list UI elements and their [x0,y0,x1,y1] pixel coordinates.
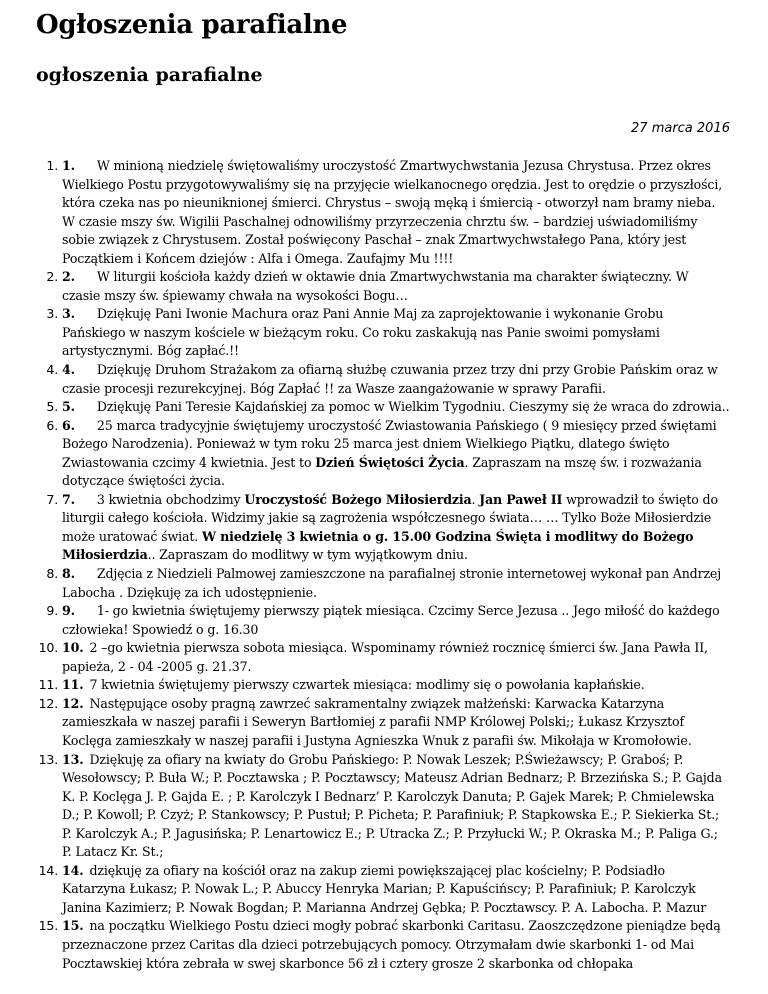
announcement-number: 4. [62,362,75,378]
announcement-text: 7 kwietnia świętujemy pierwszy czwartek miesiąca: modlimy się o powołania kapłańskie. [89,677,645,693]
publication-date: 27 marca 2016 [631,121,730,136]
page-subtitle: ogłoszenia parafialne [36,64,263,86]
announcements-list [0,157,730,973]
announcement-text: 1- go kwietnia świętujemy pierwszy piątek miesiąca. Czcimy Serce Jezusa .. Jego miłość do każdego człowieka! Spowiedź o g. 16.30 [62,603,720,637]
announcement-item [62,862,730,918]
announcement-number: 1. [62,158,75,173]
announcement-bold-text: Dzień Świętości Życia [315,454,465,470]
announcement-number: 9. [62,603,75,619]
announcement-text: 3 kwietnia obchodzimy [96,491,245,507]
announcement-text: . Zapraszam na mszę św. i rozważania dotyczące świętości życia. [62,454,702,489]
announcement-text: Dziękuję Pani Teresie Kajdańskiej za pomoc w Wielkim Tygodniu. Cieszymy się że wraca do zdrowia.. [96,399,730,415]
announcement-bold-text: W niedzielę 3 kwietnia o g. 15.00 Godzina Święta i modlitwy do Bożego Miłosierdzia [62,528,694,563]
announcement-number: 5. [62,399,75,415]
announcement-number: 2. [62,269,75,285]
announcement-item [62,639,730,676]
page-title: Ogłoszenia parafialne [36,10,348,40]
announcement-number: 14. [62,862,84,878]
announcement-number: 6. [62,417,75,433]
announcement-number: 11. [62,677,84,693]
announcement-bold-text: Jan Paweł II [479,491,563,507]
announcement-number: 13. [62,751,84,767]
announcement-item [62,157,730,268]
announcement-item [62,398,730,417]
announcement-text: 25 marca tradycyjnie świętujemy uroczystość Zwiastowania Pańskiego ( 9 miesięcy przed świętami Bożego Narodzenia). Ponieważ w tym roku 25 marca jest dniem Wielkiego Piątku, dlatego święto Zwiastowania czcimy 4 kwietnia. Jest to [62,417,717,470]
announcement-number: 7. [62,491,75,507]
announcement-number: 10. [62,640,84,656]
announcement-item [62,491,730,565]
announcement-number: 3. [62,306,75,322]
announcement-text: Dziękuję za ofiary na kwiaty do Grobu Pańskiego: P. Nowak Leszek; P.Świeżawscy; P. Graboś; P. Wesołowscy; P. Buła W.; P. Pocztawska ; P. Pocztawscy; Mateusz Adrian Bednarz; P. Brzezińska S.; P. Gajda K. P. Koclęga J. P. Gajda E. ; P. Karolczyk I Bednarz’ P. Karolczyk Danuta; P. Gajek Marek; P. Chmielewska D.; P. Kowoll; P. Czyż; P. Stankowscy; P. Pustuł; P. Picheta; P. Parafiniuk; P. Stapkowska E.; P. Siekierka St.; P. Karolczyk A.; P. Jagusińska; P. Lenartowicz E.; P. Utracka Z.; P. Przyłucki W.; P. Okraska M.; P. Paliga G.; P. Latacz Kr. St.; [62,751,722,860]
announcement-text: wprowadził to święto do liturgii całego kościoła. Widzimy jakie są zagrożenia współczesnego świata… … Tylko Boże Miłosierdzie może uratować świat. [62,491,718,544]
announcement-item [62,417,730,491]
announcement-item [62,751,730,862]
announcement-bold-text: Uroczystość Bożego Miłosierdzia [244,491,472,507]
announcement-text: dziękuję za ofiary na kościół oraz na zakup ziemi powiększającej plac kościelny; P. Podsiadło Katarzyna Łukasz; P. Nowak L.; P. Abuccy Henryka Marian; P. Kapuścińscy; P. Parafiniuk; P. Karolczyk Janina Kazimierz; P. Nowak Bogdan; P. Marianna Andrzej Gębka; P. Pocztawscy. P. A. Labocha. P. Mazur [62,862,707,915]
announcement-item [62,565,730,602]
announcement-text: W liturgii kościoła każdy dzień w oktawie dnia Zmartwychwstania ma charakter świąteczny. W czasie mszy św. śpiewamy chwała na wysokości Bogu… [62,269,689,303]
announcement-number: 15. [62,918,84,934]
announcement-item [62,917,730,973]
announcement-item [62,602,730,639]
announcement-text: . [471,491,480,507]
announcement-number: 8. [62,566,75,582]
announcement-number: 12. [62,695,84,711]
announcement-text: Zdjęcia z Niedzieli Palmowej zamieszczone na parafialnej stronie internetowej wykonał pan Andrzej Labocha . Dziękuję za ich udostępnienie. [62,566,721,600]
announcement-text: Następujące osoby pragną zawrzeć sakramentalny związek małżeński: Karwacka Katarzyna zamieszkała w naszej parafii i Seweryn Bartłomiej z parafii NMP Królowej Polski;; Łukasz Krzysztof Koclęga zamieszkały w naszej parafii i Justyna Agnieszka Wnuk z parafii św. Mikołaja w Kromołowie. [62,695,692,748]
announcement-item [62,305,730,361]
announcement-text: Dziękuję Druhom Strażakom za ofiarną służbę czuwania przez trzy dni przy Grobie Pańskim oraz w czasie procesji rezurekcyjnej. Bóg Zapłać !! za Wasze zaangażowanie w sprawy Parafii. [62,362,718,396]
announcement-text: 2 –go kwietnia pierwsza sobota miesiąca. Wspominamy również rocznicę śmierci św. Jana Pawła II, papieża, 2 - 04 -2005 g. 21.37. [62,640,708,674]
announcement-text: W minioną niedzielę świętowaliśmy uroczystość Zmartwychwstania Jezusa Chrystusa. Przez okres Wielkiego Postu przygotowywaliśmy się na przyjęcie wielkanocnego orędzia. Jest to orędzie o przyszłości, która czeka nas po nieuniknionej śmierci. Chrystus – swoją męką i śmiercią - otworzył nam bramy nieba. W czasie mszy św. Wigilii Paschalnej odnowiliśmy przyrzeczenia chrztu św. – bardziej uświadomiliśmy sobie związek z Chrystusem. Został poświęcony Paschał – znak Zmartwychwstałego Pana, który jest Początkiem i Końcem dziejów : Alfa i Omega. Zaufajmy Mu !!!! [62,158,723,266]
announcement-item [62,361,730,398]
announcement-item [62,268,730,305]
announcement-text: na początku Wielkiego Postu dzieci mogły pobrać skarbonki Caritasu. Zaoszczędzone pieniądze będą przeznaczone przez Caritas dla dzieci potrzebujących pomocy. Otrzymałam dwie skarbonki 1- od Mai Pocztawskiej która zebrała w swej skarbonce 56 zł i cztery grosze 2 skarbonka od chłopaka [62,918,721,971]
announcement-item [62,676,730,695]
announcement-item [62,695,730,751]
announcement-text: Dziękuję Pani Iwonie Machura oraz Pani Annie Maj za zaprojektowanie i wykonanie Grobu Pańskiego w naszym kościele w bieżącym roku. Co roku zaskakują nas Panie swoimi pomysłami artystycznymi. Bóg zapłać.!! [62,306,664,359]
announcement-text: .. Zapraszam do modlitwy w tym wyjątkowym dniu. [147,547,468,563]
